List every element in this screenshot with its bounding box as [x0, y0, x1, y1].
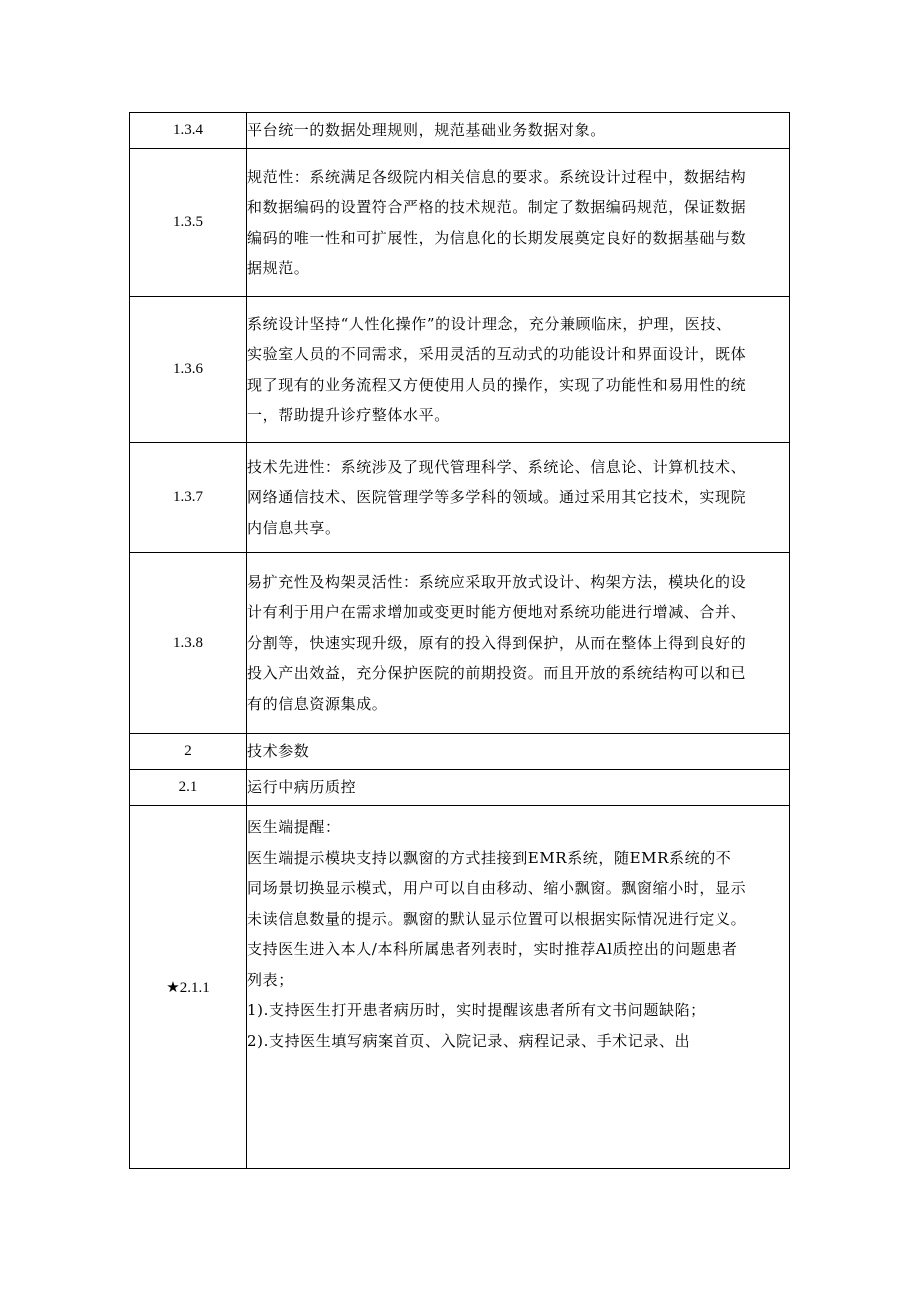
table-row: [130, 553, 790, 734]
item-description: 运行中病历质控: [247, 770, 790, 806]
table-row: [130, 806, 790, 1169]
table-row: [130, 149, 790, 297]
item-number: ★2.1.1: [130, 806, 247, 1169]
item-number: 1.3.7: [130, 443, 247, 553]
item-number: 1.3.5: [130, 149, 247, 297]
item-description: 规范性：系统满足各级院内相关信息的要求。系统设计过程中，数据结构 和数据编码的设置符合严格的技术规范。制定了数据编码规范，保证数据 编码的唯一性和可扩展性，为信息化的长期发展奠定良好的数据基础与数 据规范。: [247, 149, 790, 297]
table-row: [130, 113, 790, 149]
item-number: 1.3.6: [130, 297, 247, 443]
table-row: [130, 770, 790, 806]
item-number: 2.1: [130, 770, 247, 806]
item-description: 技术参数: [247, 734, 790, 770]
table-row: [130, 734, 790, 770]
table-row: [130, 297, 790, 443]
table-row: [130, 443, 790, 553]
item-number: 1.3.8: [130, 553, 247, 734]
item-number: 1.3.4: [130, 113, 247, 149]
spec-table: [129, 112, 790, 1169]
item-description: 平台统一的数据处理规则，规范基础业务数据对象。: [247, 113, 790, 149]
item-number: 2: [130, 734, 247, 770]
item-description: 易扩充性及构架灵活性：系统应采取开放式设计、构架方法，模块化的设 计有利于用户在需求增加或变更时能方便地对系统功能进行增减、合并、 分割等，快速实现升级，原有的投入得到保护，从而在整体上得到良好的 投入产出效益，充分保护医院的前期投资。而且开放的系统结构可以和已 有的信息资源集成。: [247, 553, 790, 734]
item-description: 技术先进性：系统涉及了现代管理科学、系统论、信息论、计算机技术、 网络通信技术、医院管理学等多学科的领域。通过采用其它技术，实现院 内信息共享。: [247, 443, 790, 553]
item-description: 系统设计坚持“人性化操作”的设计理念，充分兼顾临床，护理，医技、 实验室人员的不同需求，采用灵活的互动式的功能设计和界面设计，既体 现了现有的业务流程又方便使用人员的操作，实现了功能性和易用性的统 一，帮助提升诊疗整体水平。: [247, 297, 790, 443]
item-description: 医生端提醒： 医生端提示模块支持以飘窗的方式挂接到EMR系统，随EMR系统的不 同场景切换显示模式，用户可以自由移动、缩小飘窗。飘窗缩小时，显示 未读信息数量的提示。飘窗的默认显示位置可以根据实际情况进行定义。 支持医生进入本人/本科所属患者列表时，实时推荐Al质控出的问题患者 列表； 1).支持医生打开患者病历时，实时提醒该患者所有文书问题缺陷； 2).支持医生填写病案首页、入院记录、病程记录、手术记录、出: [247, 806, 790, 1169]
